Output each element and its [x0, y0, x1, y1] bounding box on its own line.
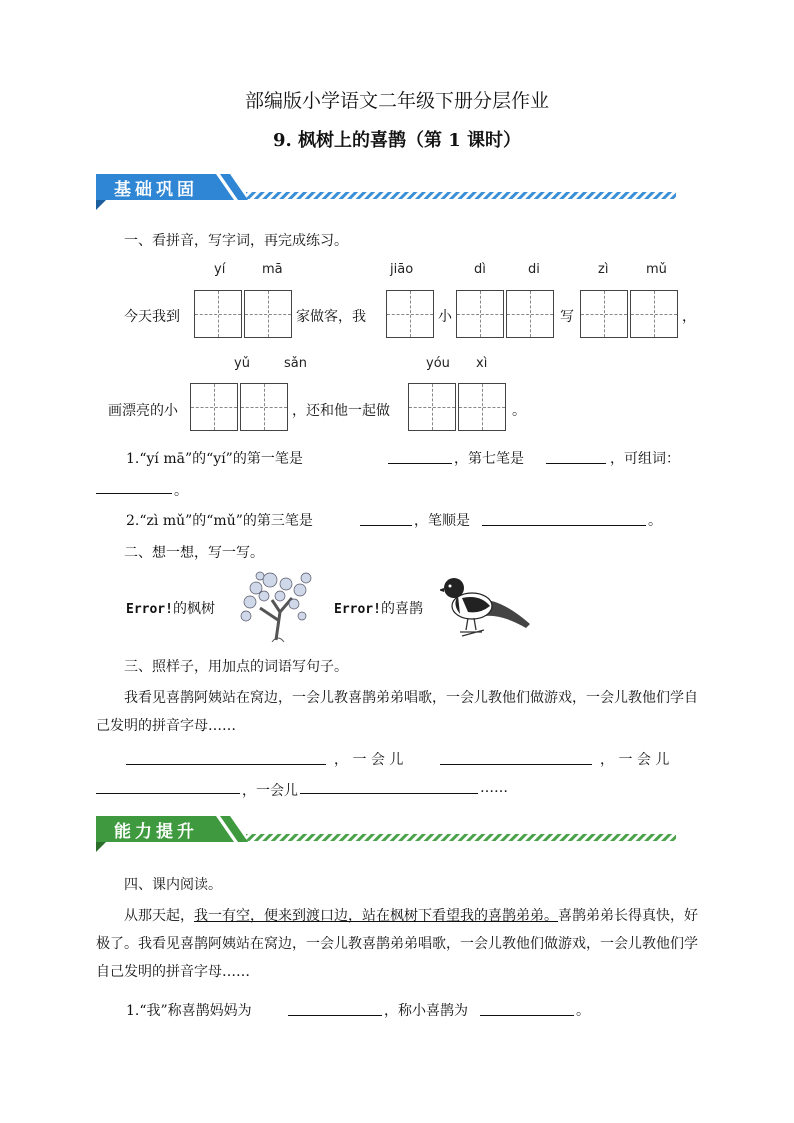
tian-box[interactable]: [386, 290, 434, 338]
error-text: Error!: [334, 602, 381, 617]
tian-box[interactable]: [240, 383, 288, 431]
q4-passage-start: 从那天起，: [124, 908, 194, 924]
answer-blank[interactable]: [300, 779, 478, 794]
section-title-basic: 基础巩固: [114, 180, 198, 200]
tian-box[interactable]: [456, 290, 504, 338]
answer-blank[interactable]: [440, 750, 592, 765]
q1-sub1-b: ，第七笔是: [454, 451, 524, 467]
answer-blank[interactable]: [388, 449, 452, 464]
q4-passage-underlined: 我一有空，便来到渡口边，站在枫树下看望我的喜鹊弟弟。: [194, 908, 558, 924]
q3-line2-sep: ，一会儿: [242, 783, 298, 799]
q1-seg-3: 小: [438, 309, 452, 325]
pinyin-jiao: jiāo: [390, 262, 414, 277]
q1-sub2-b: ，笔顺是: [414, 513, 470, 529]
q4-passage-rest: 喜鹊弟弟长得真快，好极了。我看见喜鹊阿姨站在窝边，一会儿教喜鹊弟弟唱歌，一会儿教他们做游戏，一会儿教他们学自己发明的拼音字母……: [96, 908, 698, 980]
pinyin-mu: mǔ: [646, 262, 667, 277]
q1-heading: 一、看拼音，写字词，再完成练习。: [124, 233, 348, 249]
answer-blank[interactable]: [96, 779, 240, 794]
q3-example: 我看见喜鹊阿姨站在窝边，一会儿教喜鹊弟弟唱歌，一会儿教他们做游戏，一会儿教他们学自己发明的拼音字母……: [96, 690, 698, 734]
q4-passage: [96, 902, 700, 986]
q4-sub1-end: 。: [576, 1003, 590, 1019]
answer-blank[interactable]: [288, 1001, 382, 1016]
q3-heading: 三、照样子，用加点的词语写句子。: [124, 659, 348, 675]
q1-sub1-a: 1.“yí mā”的“yí”的第一笔是: [126, 451, 303, 467]
q2-item-magpie: [334, 598, 423, 618]
q3-line2-end: ……: [480, 780, 508, 796]
pinyin-di2: di: [528, 262, 540, 277]
answer-blank[interactable]: [360, 511, 412, 526]
answer-blank[interactable]: [482, 511, 646, 526]
q2-heading: 二、想一想，写一写。: [124, 545, 264, 561]
lesson-title: 9. 枫树上的喜鹊（第 1 课时）: [272, 130, 522, 151]
q4-sub1-b: ，称小喜鹊为: [384, 1003, 468, 1019]
q3-line1-sep1: ， 一 会 儿: [334, 752, 404, 768]
answer-blank[interactable]: [96, 479, 172, 494]
pinyin-ma: mā: [262, 262, 283, 277]
answer-blank[interactable]: [126, 750, 326, 765]
tian-box[interactable]: [408, 383, 456, 431]
error-text: Error!: [126, 602, 173, 617]
tian-box[interactable]: [580, 290, 628, 338]
q1-seg-7: ，还和他一起做: [292, 403, 390, 419]
q2-item2-text: 的喜鹊: [380, 601, 423, 617]
q1-sub1-end: 。: [174, 483, 188, 499]
q2-item1-text: 的枫树: [172, 601, 215, 617]
tian-box[interactable]: [458, 383, 506, 431]
q4-heading: 四、课内阅读。: [124, 877, 222, 893]
pinyin-xi: xì: [476, 356, 488, 371]
magpie-illustration: [440, 570, 532, 642]
maple-tree-illustration: [236, 570, 318, 642]
worksheet-title: 部编版小学语文二年级下册分层作业: [244, 90, 549, 112]
tian-box[interactable]: [190, 383, 238, 431]
q1-sub2-end: 。: [648, 513, 662, 529]
section-banner-basic: [96, 170, 676, 214]
q1-seg-1: 今天我到: [124, 309, 180, 325]
pinyin-zi: zì: [598, 262, 609, 277]
q4-sub1-a: 1.“我”称喜鹊妈妈为: [126, 1003, 252, 1019]
q1-seg-8: 。: [512, 403, 526, 419]
tian-box[interactable]: [244, 290, 292, 338]
tian-box[interactable]: [506, 290, 554, 338]
q1-sub2-a: 2.“zì mǔ”的“mǔ”的第三笔是: [126, 513, 313, 529]
pinyin-you: yóu: [426, 356, 450, 371]
q1-seg-4: 写: [560, 309, 574, 325]
section-banner-advanced: [96, 812, 676, 856]
q3-line1-sep2: ， 一 会 儿: [600, 752, 670, 768]
q1-seg-2: 家做客，我: [296, 309, 366, 325]
section-title-advanced: 能力提升: [114, 822, 198, 842]
pinyin-yi: yí: [214, 262, 226, 277]
pinyin-san: sǎn: [284, 356, 307, 371]
q1-sub1-c: ，可组词：: [610, 451, 680, 467]
q1-seg-5: ，: [682, 309, 696, 325]
tian-box[interactable]: [194, 290, 242, 338]
pinyin-di: dì: [474, 262, 486, 277]
answer-blank[interactable]: [480, 1001, 574, 1016]
q1-seg-6: 画漂亮的小: [108, 403, 178, 419]
answer-blank[interactable]: [546, 449, 606, 464]
pinyin-yu: yǔ: [234, 356, 250, 371]
q2-item-maple: [126, 598, 215, 618]
tian-box[interactable]: [630, 290, 678, 338]
